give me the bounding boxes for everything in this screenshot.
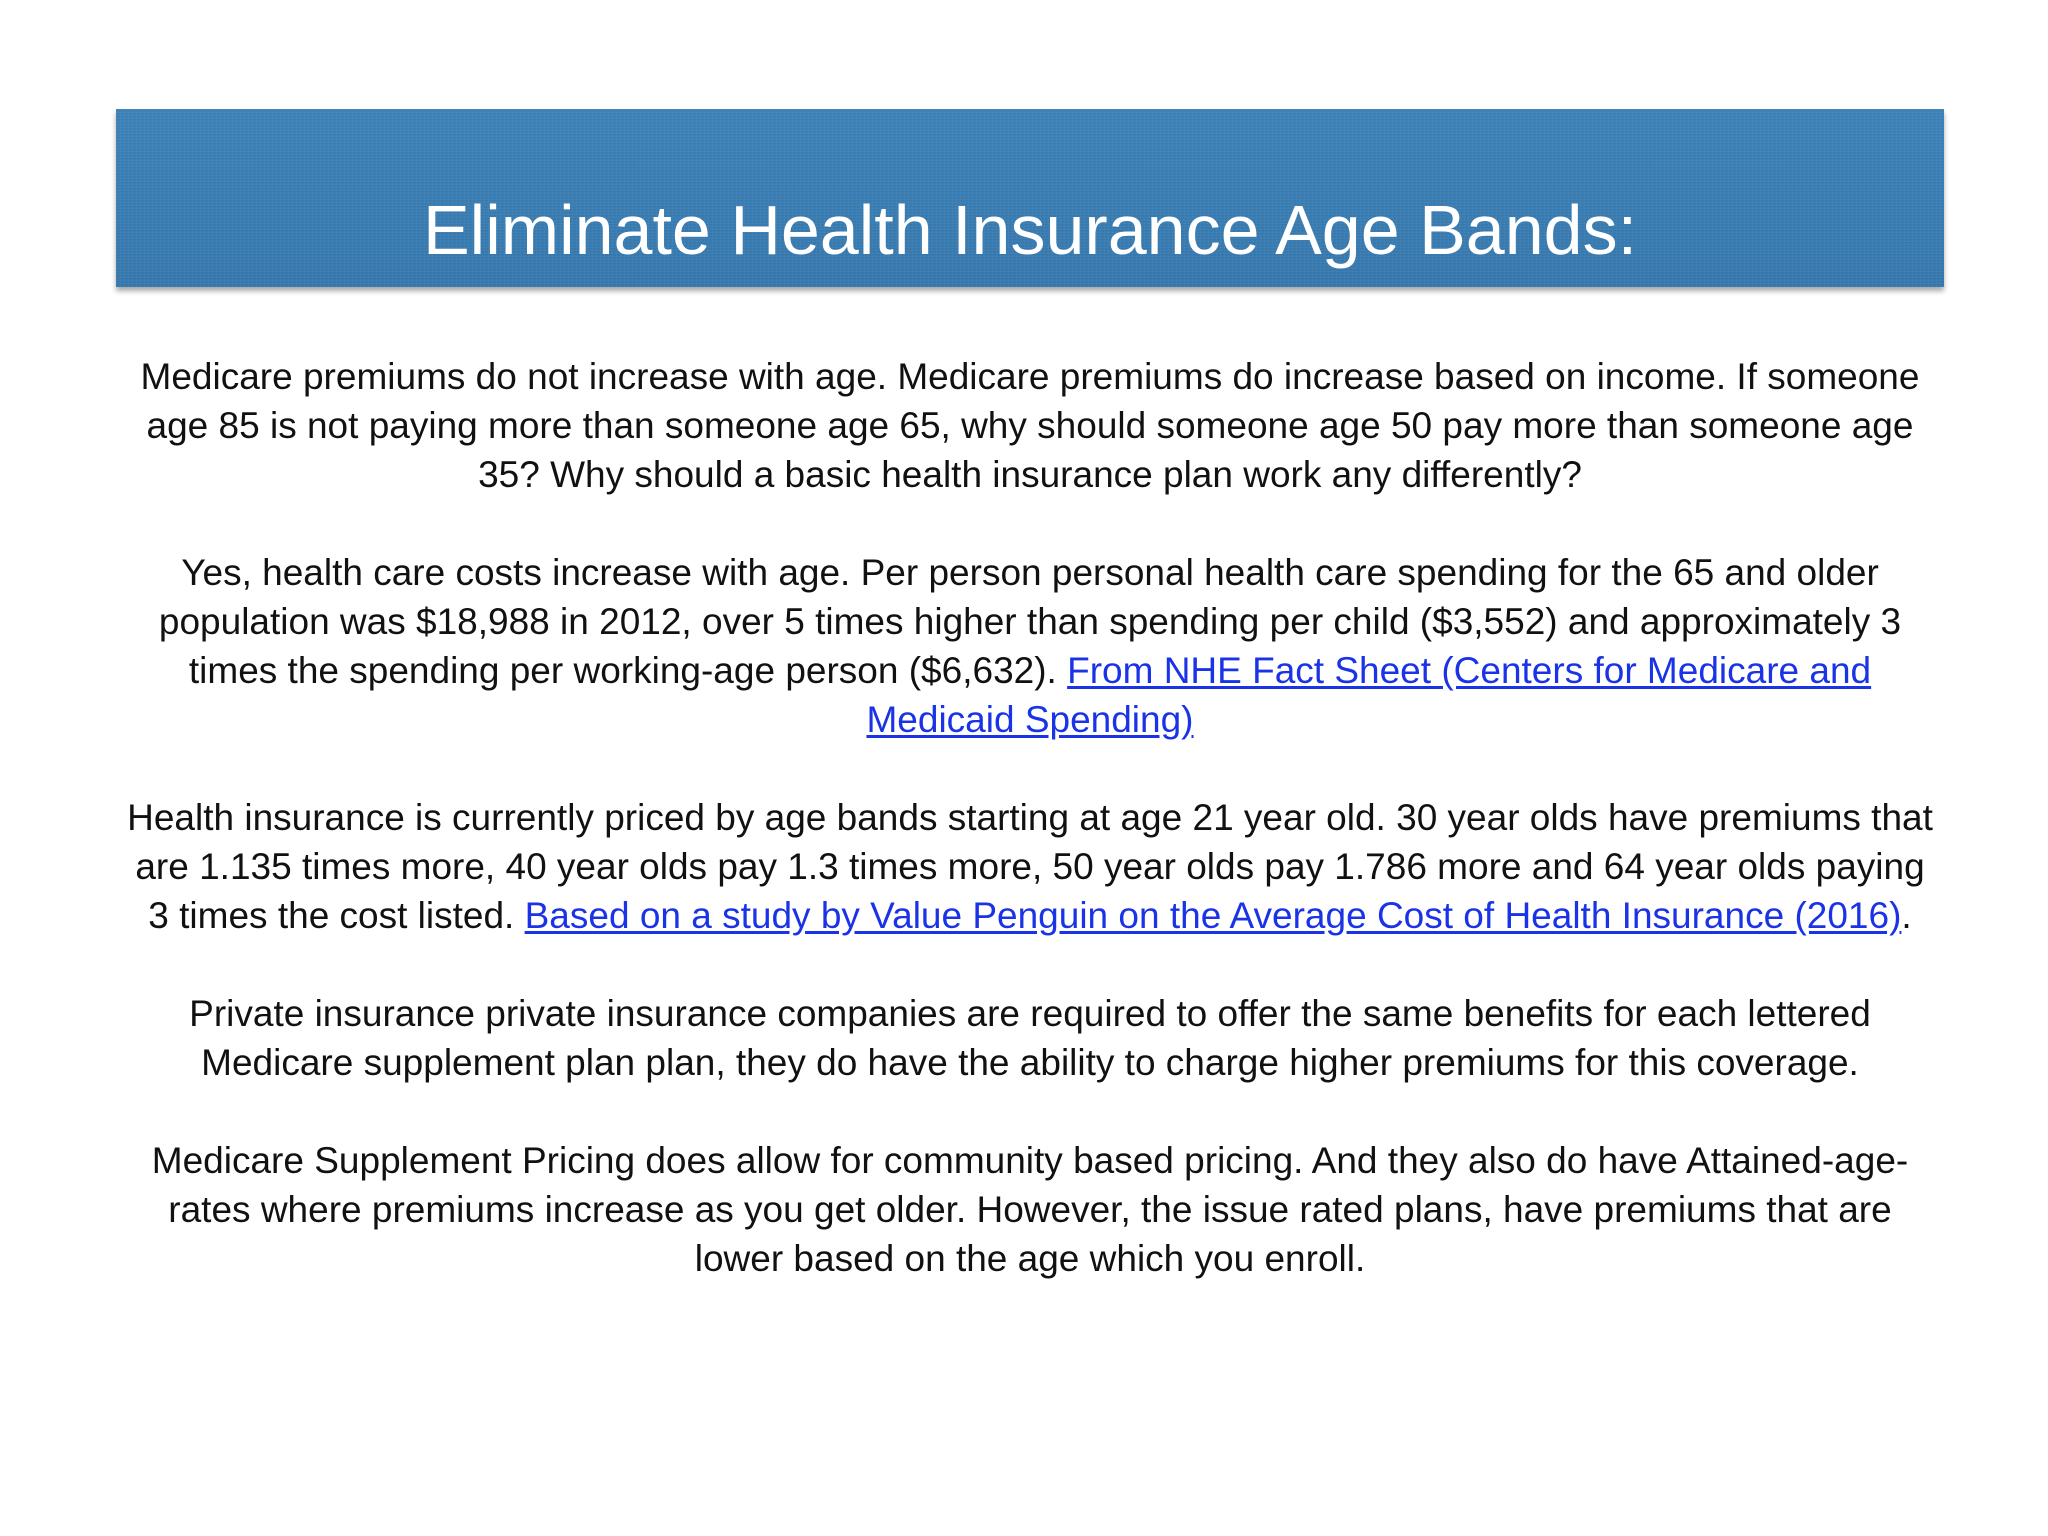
paragraph-medicare-premiums (120, 352, 1940, 499)
paragraph-medicare-supplement-pricing (120, 1136, 1940, 1283)
paragraph-private-insurance (120, 989, 1940, 1087)
title-banner (116, 109, 1944, 287)
paragraph-text: Medicare premiums do not increase with age. Medicare premiums do increase based on income. If someone age 85 is not paying more than someone age 65, why should someone age 50 pay more than someone age 35? Why should a basic health insurance plan work any differently? (140, 356, 1920, 495)
slide-title: Eliminate Health Insurance Age Bands: (422, 191, 1638, 269)
slide-body (120, 352, 1940, 1283)
paragraph-text: Yes, health care costs increase with age. Per person personal health care spending for the 65 and older population was $18,988 in 2012, over 5 times higher than spending per child ($3,552) and approximately 3 times the spending per working-age person ($6,632). (158, 552, 1902, 691)
nhe-fact-sheet-link[interactable]: From NHE Fact Sheet (Centers for Medicare and Medicaid Spending) (866, 650, 1872, 740)
paragraph-text: Private insurance private insurance companies are required to offer the same benefits for each lettered Medicare supplement plan plan, they do have the ability to charge higher premiums for this coverage. (189, 993, 1871, 1083)
paragraph-text: Medicare Supplement Pricing does allow for community based pricing. And they also do have Attained-age-rates where premiums increase as you get older. However, the issue rated plans, have premiums that are lower based on the age which you enroll. (151, 1140, 1909, 1279)
paragraph-age-bands-pricing (120, 793, 1940, 940)
value-penguin-study-link[interactable]: Based on a study by Value Penguin on the Average Cost of Health Insurance (2016) (524, 895, 1902, 936)
paragraph-health-care-costs (120, 548, 1940, 744)
paragraph-text: Health insurance is currently priced by age bands starting at age 21 year old. 30 year olds have premiums that are 1.135 times more, 40 year olds pay 1.3 times more, 50 year olds pay 1.786 more and 64 year olds paying 3 times the cost listed. (127, 797, 1933, 936)
paragraph-punctuation: . (1901, 895, 1912, 936)
